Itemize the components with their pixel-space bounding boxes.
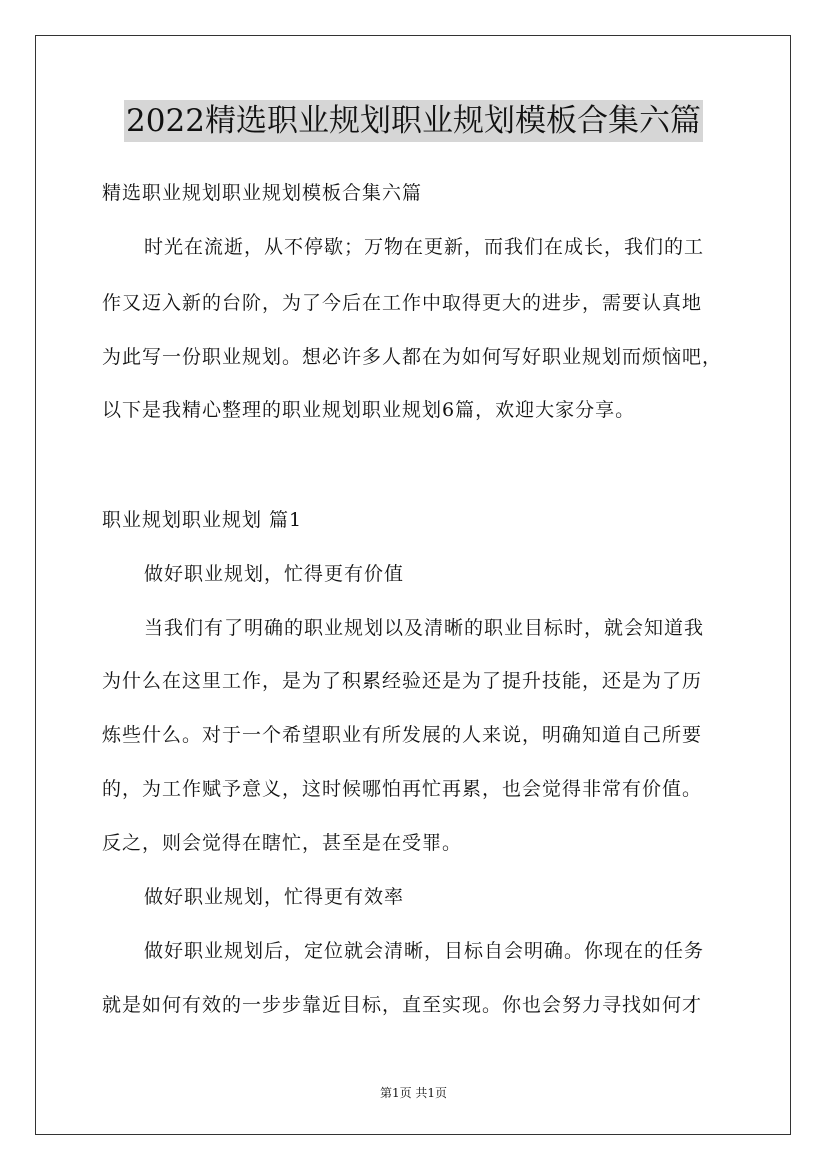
title-wrapper — [0, 100, 827, 142]
intro-line: 作又迈入新的台阶，为了今后在工作中取得更大的进步，需要认真地 — [102, 292, 703, 314]
paragraph-line: 炼些什么。对于一个希望职业有所发展的人来说，明确知道自己所要 — [102, 724, 703, 746]
paragraph-line: 就是如何有效的一步步靠近目标，直至实现。你也会努力寻找如何才 — [102, 994, 703, 1016]
paragraph-line: 做好职业规划后，定位就会清晰，目标自会明确。你现在的任务 — [144, 940, 705, 962]
paragraph-line: 的，为工作赋予意义，这时候哪怕再忙再累，也会觉得非常有价值。 — [102, 778, 703, 800]
paragraph-line: 当我们有了明确的职业规划以及清晰的职业目标时，就会知道我 — [144, 617, 705, 639]
paragraph-line: 反之，则会觉得在瞎忙，甚至是在受罪。 — [102, 832, 463, 854]
section-heading: 职业规划职业规划 篇1 — [102, 509, 303, 531]
document-subtitle: 精选职业规划职业规划模板合集六篇 — [102, 182, 423, 204]
page-footer: 第1页 共1页 — [379, 1086, 448, 1100]
section-subheading: 做好职业规划，忙得更有价值 — [144, 563, 405, 585]
paragraph-line: 为什么在这里工作，是为了积累经验还是为了提升技能，还是为了历 — [102, 670, 703, 692]
document-title: 2022精选职业规划职业规划模板合集六篇 — [124, 100, 703, 142]
intro-line: 为此写一份职业规划。想必许多人都在为如何写好职业规划而烦恼吧， — [102, 346, 723, 368]
intro-line: 时光在流逝，从不停歇；万物在更新，而我们在成长，我们的工 — [144, 236, 705, 258]
section-subheading: 做好职业规划，忙得更有效率 — [144, 886, 405, 908]
intro-line: 以下是我精心整理的职业规划职业规划6篇，欢迎大家分享。 — [102, 399, 636, 421]
